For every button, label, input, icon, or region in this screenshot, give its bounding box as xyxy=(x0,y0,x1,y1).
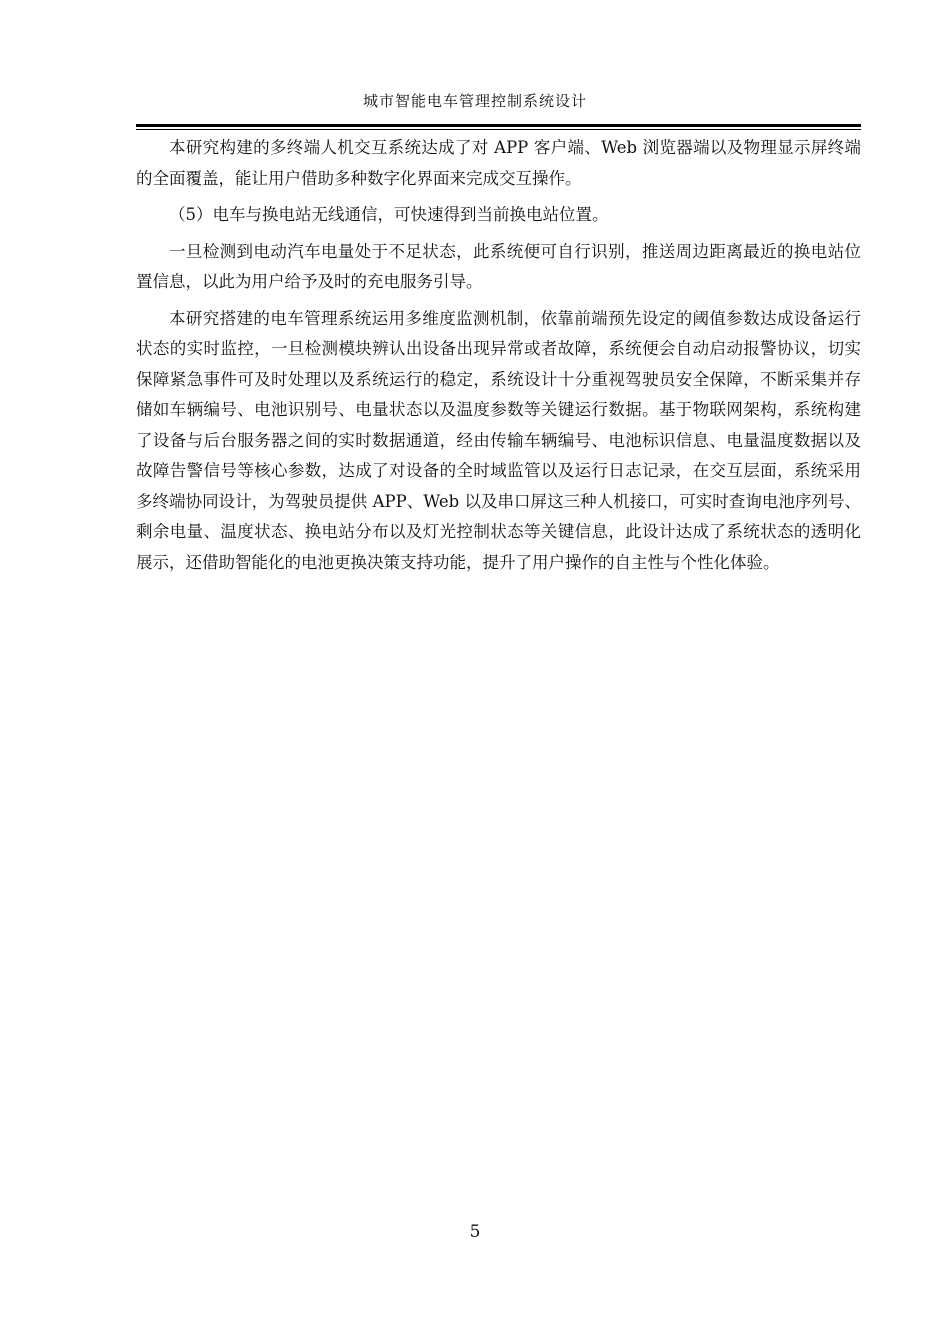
header-rule-thin xyxy=(136,129,861,130)
header-rule-thick xyxy=(136,124,861,127)
running-header-title: 城市智能电车管理控制系统设计 xyxy=(362,92,587,110)
paragraph-multi-terminal: 本研究构建的多终端人机交互系统达成了对 APP 客户端、Web 浏览器端以及物理显示屏终端的全面覆盖，能让用户借助多种数字化界面来完成交互操作。 xyxy=(136,138,861,188)
page-number: 5 xyxy=(469,1222,481,1242)
paragraph-monitoring: 本研究搭建的电车管理系统运用多维度监测机制，依靠前端预先设定的阈值参数达成设备运行状态的实时监控，一旦检测模块辨认出设备出现异常或者故障，系统便会自动启动报警协议，切实保障紧急事件可及时处理以及系统运行的稳定，系统设计十分重视驾驶员安全保障，不断采集并存储如车辆编号、电池识别号、电量状态以及温度参数等关键运行数据。基于物联网架构，系统构建了设备与后台服务器之间的实时数据通道，经由传输车辆编号、电池标识信息、电量温度数据以及故障告警信号等核心参数，达成了对设备的全时域监管以及运行日志记录，在交互层面，系统采用多终端协同设计，为驾驶员提供 APP、Web 以及串口屏这三种人机接口，可实时查询电池序列号、剩余电量、温度状态、换电站分布以及灯光控制状态等关键信息，此设计达成了系统状态的透明化展示，还借助智能化的电池更换决策支持功能，提升了用户操作的自主性与个性化体验。 xyxy=(136,308,861,572)
body-text xyxy=(136,133,861,578)
paragraph-low-battery: 一旦检测到电动汽车电量处于不足状态，此系统便可自行识别，推送周边距离最近的换电站位置信息，以此为用户给予及时的充电服务引导。 xyxy=(136,241,861,291)
paragraph-item-5: （5）电车与换电站无线通信，可快速得到当前换电站位置。 xyxy=(169,205,609,224)
